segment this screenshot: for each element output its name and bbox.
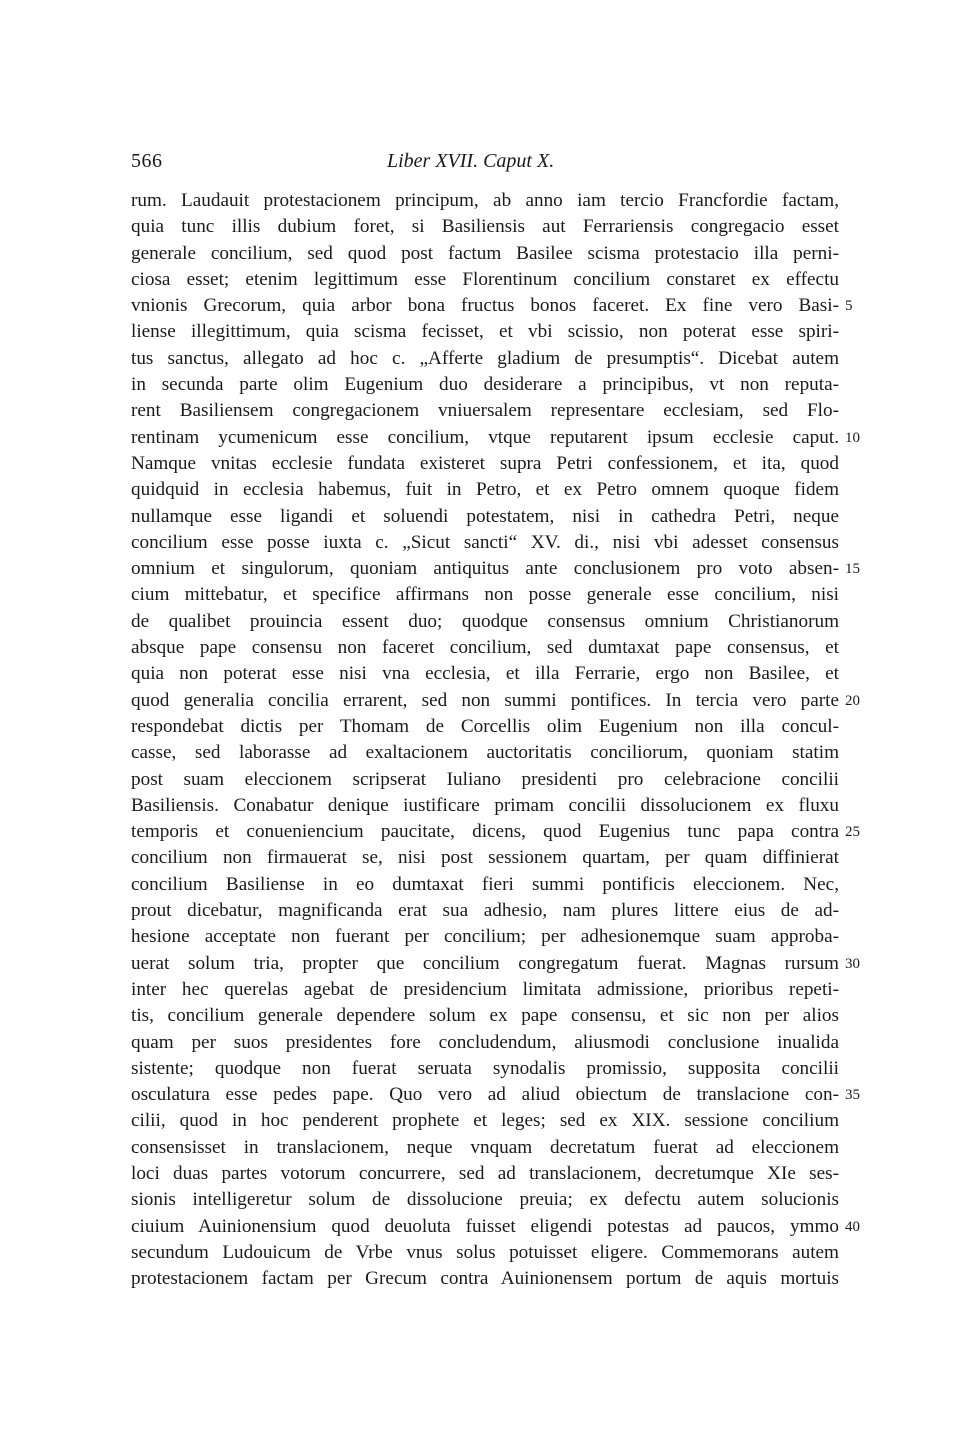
line-text: tis, concilium generale dependere solum ex pape consensu, et sic non per alios [131,1005,839,1027]
text-line [131,1108,839,1134]
line-text: rent Basiliensem congregacionem vniuersalem representare ecclesiam, sed Flo- [131,400,839,422]
line-number: 25 [845,824,860,841]
line-text: secundum Ludouicum de Vrbe vnus solus potuisset eligere. Commemorans autem [131,1241,839,1263]
line-text: nullamque esse ligandi et soluendi potestatem, nisi in cathedra Petri, neque [131,505,839,527]
line-text: vnionis Grecorum, quia arbor bona fructus bonos faceret. Ex fine vero Basi- [131,295,839,317]
line-number: 10 [845,429,860,446]
text-line [131,661,839,687]
line-text: concilium esse posse iuxta c. „Sicut sancti“ XV. di., nisi vbi adesset consensus [131,531,839,553]
text-line [131,1187,839,1213]
body-text [131,188,860,1292]
line-text: Basiliensis. Conabatur denique iustificare primam concilii dissolucionem ex fluxu [131,794,839,816]
line-number: 40 [845,1218,860,1235]
text-line [131,188,839,214]
text-line [131,767,839,793]
line-text: post suam eleccionem scripserat Iuliano presidenti pro celebracione concilii [131,768,839,790]
text-line [131,398,839,424]
line-text: cilii, quod in hoc penderent prophete et leges; sed ex XIX. sessione concilium [131,1110,839,1132]
line-number: 30 [845,955,860,972]
text-line [131,845,839,871]
text-line [131,582,839,608]
line-text: generale concilium, sed quod post factum Basilee scisma protestacio illa perni- [131,242,839,264]
text-line [131,951,860,977]
line-text: consensisset in translacionem, neque vnquam decretatum fuerat ad eleccionem [131,1136,839,1158]
line-text: osculatura esse pedes pape. Quo vero ad aliud obiectum de translacione con- [131,1084,839,1106]
text-line [131,293,853,319]
line-text: sionis intelligeretur solum de dissolucione preuia; ex defectu autem solucionis [131,1189,839,1211]
running-title: Liber XVII. Caput X. [387,150,555,172]
text-line [131,714,839,740]
line-text: rum. Laudauit protestacionem principum, ab anno iam tercio Francfordie factam, [131,190,839,211]
text-line [131,241,839,267]
text-line [131,1082,860,1108]
line-text: ciosa esset; etenim legittimum esse Florentinum concilium constaret ex effectu [131,268,839,290]
text-line [131,425,860,451]
line-text: in secunda parte olim Eugenium duo desiderare a principibus, vt non reputa- [131,374,839,396]
text-line [131,688,860,714]
text-line [131,504,839,530]
line-text: hesione acceptate non fuerant per concilium; per adhesionemque suam approba- [131,926,839,948]
text-line [131,740,839,766]
text-line [131,1214,860,1240]
line-text: ciuium Auinionensium quod deuoluta fuisset eligendi potestas ad paucos, ymmo [131,1215,839,1237]
line-text: cium mittebatur, et specifice affirmans non posse generale esse concilium, nisi [131,584,839,606]
line-number: 35 [845,1087,860,1104]
text-line [131,1030,839,1056]
text-line [131,1135,839,1161]
text-line [131,819,860,845]
text-line [131,267,839,293]
text-line [131,1003,839,1029]
text-line [131,556,860,582]
line-text: Namque vnitas ecclesie fundata existeret supra Petri confessionem, et ita, quod [131,452,839,474]
line-text: concilium non firmauerat se, nisi post sessionem quartam, per quam diffinierat [131,847,839,869]
text-line [131,635,839,661]
line-text: sistente; quodque non fuerat seruata synodalis promissio, supposita concilii [131,1057,839,1079]
text-line [131,319,839,345]
line-text: uerat solum tria, propter que concilium congregatum fuerat. Magnas rursum [131,952,839,974]
text-line [131,477,839,503]
line-text: casse, sed laborasse ad exaltacionem auctoritatis conciliorum, quoniam statim [131,742,839,764]
line-text: tus sanctus, allegato ad hoc c. „Afferte gladium de presumptis“. Dicebat autem [131,347,839,369]
text-line [131,372,839,398]
line-text: quam per suos presidentes fore concludendum, aliusmodi conclusione inualida [131,1031,839,1053]
text-line [131,451,839,477]
text-line [131,346,839,372]
line-text: liense illegittimum, quia scisma fecisset, et vbi scissio, non poterat esse spiri- [131,321,839,343]
line-text: loci duas partes votorum concurrere, sed ad translacionem, decretumque XIe ses- [131,1162,839,1184]
line-text: inter hec querelas agebat de presidencium limitata admissione, prioribus repeti- [131,978,839,1000]
line-text: absque pape consensu non faceret concilium, sed dumtaxat pape consensus, et [131,637,839,659]
page-header [131,150,839,174]
line-text: quia non poterat esse nisi vna ecclesia, et illa Ferrarie, ergo non Basilee, et [131,663,839,685]
text-line [131,530,839,556]
text-line [131,1240,839,1266]
line-number: 5 [845,298,853,315]
line-text: quia tunc illis dubium foret, si Basiliensis aut Ferrariensis congregacio esset [131,216,839,238]
text-line [131,1266,839,1292]
line-number: 15 [845,561,860,578]
line-number: 20 [845,692,860,709]
line-text: concilium Basiliense in eo dumtaxat fieri summi pontificis eleccionem. Nec, [131,873,839,895]
text-line [131,793,839,819]
text-line [131,898,839,924]
line-text: rentinam ycumenicum esse concilium, vtque reputarent ipsum ecclesie caput. [131,426,839,448]
text-line [131,214,839,240]
line-text: respondebat dictis per Thomam de Corcellis olim Eugenium non illa concul- [131,715,839,737]
text-line [131,1161,839,1187]
text-line [131,872,839,898]
text-line [131,924,839,950]
line-text: quidquid in ecclesia habemus, fuit in Petro, et ex Petro omnem quoque fidem [131,479,839,501]
line-text: de qualibet prouincia essent duo; quodque consensus omnium Christianorum [131,610,839,632]
text-line [131,609,839,635]
line-text: quod generalia concilia errarent, sed non summi pontifices. In tercia vero parte [131,689,839,711]
line-text: protestacionem factam per Grecum contra Auinionensem portum de aquis mortuis [131,1268,839,1290]
text-line [131,1056,839,1082]
line-text: temporis et conueniencium paucitate, dicens, quod Eugenius tunc papa contra [131,821,839,843]
line-text: omnium et singulorum, quoniam antiquitus ante conclusionem pro voto absen- [131,558,839,580]
text-line [131,977,839,1003]
line-text: prout dicebatur, magnificanda erat sua adhesio, nam plures littere eius de ad- [131,900,839,922]
page-number: 566 [131,150,163,172]
